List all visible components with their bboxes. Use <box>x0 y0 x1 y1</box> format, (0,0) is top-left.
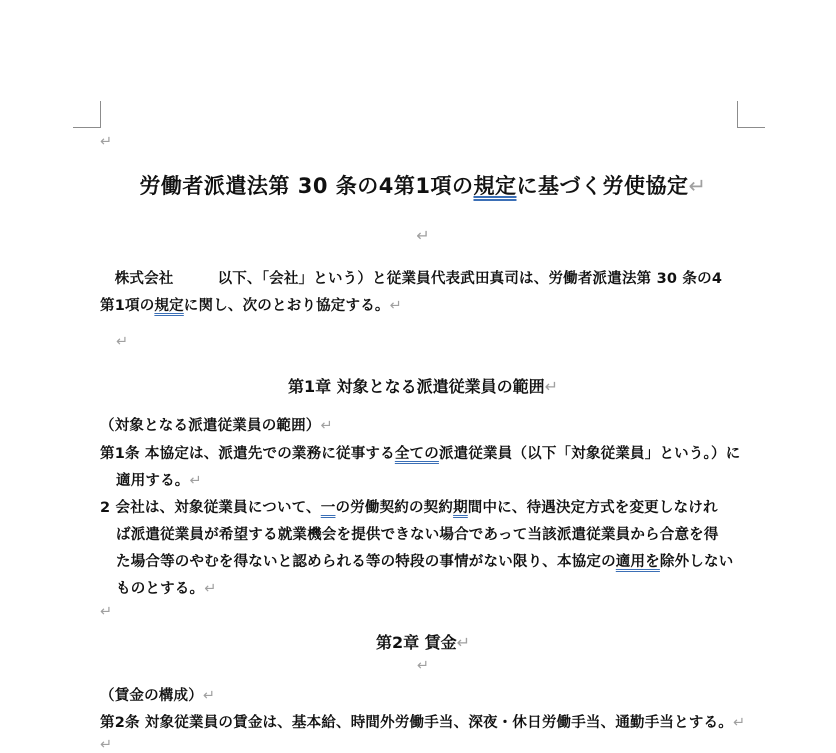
section-caption[interactable]: （対象となる派遣従業員の範囲）↵ <box>100 418 333 434</box>
empty-paragraph: ↵ <box>100 737 113 753</box>
article-1-item-2-line-2[interactable]: ば派遣従業員が希望する就業機会を提供できない場合であって当該派遣従業員から合意を得 <box>116 527 719 543</box>
article-1-line-2[interactable]: 適用する。↵ <box>116 473 202 489</box>
chapter-2-heading[interactable]: 第2章 賃金↵ <box>375 633 471 652</box>
crop-mark-top-left <box>73 101 101 128</box>
article-2[interactable]: 第2条 対象従業員の賃金は、基本給、時間外労働手当、深夜・休日労働手当、通勤手当とする。↵ <box>100 715 746 731</box>
article-1-item-2-line-3[interactable]: た場合等のやむを得ないと認められる等の特段の事情がない限り、本協定の適用を除外しない <box>116 554 734 570</box>
empty-paragraph: ↵ <box>100 604 113 620</box>
intro-line-2[interactable]: 第1項の規定に関し、次のとおり協定する。↵ <box>100 298 402 314</box>
empty-paragraph: ↵ <box>416 658 430 674</box>
document-title[interactable]: 労働者派遣法第 30 条の4第1項の規定に基づく労使協定↵ <box>139 174 707 198</box>
crop-mark-top-right <box>737 101 765 128</box>
empty-paragraph: ↵ <box>100 134 113 150</box>
empty-paragraph: ↵ <box>116 334 129 350</box>
article-1-line-1[interactable]: 第1条 本協定は、派遣先での業務に従事する全ての派遣従業員（以下「対象従業員」という。）に <box>100 446 741 462</box>
empty-paragraph: ↵ <box>416 226 430 245</box>
chapter-1-heading[interactable]: 第1章 対象となる派遣従業員の範囲↵ <box>287 377 559 396</box>
intro-line-1[interactable]: 株式会社 以下、「会社」という）と従業員代表武田真司は、労働者派遣法第 30 条の4 <box>100 271 723 287</box>
article-1-item-2-line-1[interactable]: 2 会社は、対象従業員について、一の労働契約の契約期間中に、待遇決定方式を変更しなけれ <box>100 500 718 516</box>
section-caption[interactable]: （賃金の構成）↵ <box>100 688 216 704</box>
article-1-item-2-line-4[interactable]: ものとする。↵ <box>116 581 217 597</box>
